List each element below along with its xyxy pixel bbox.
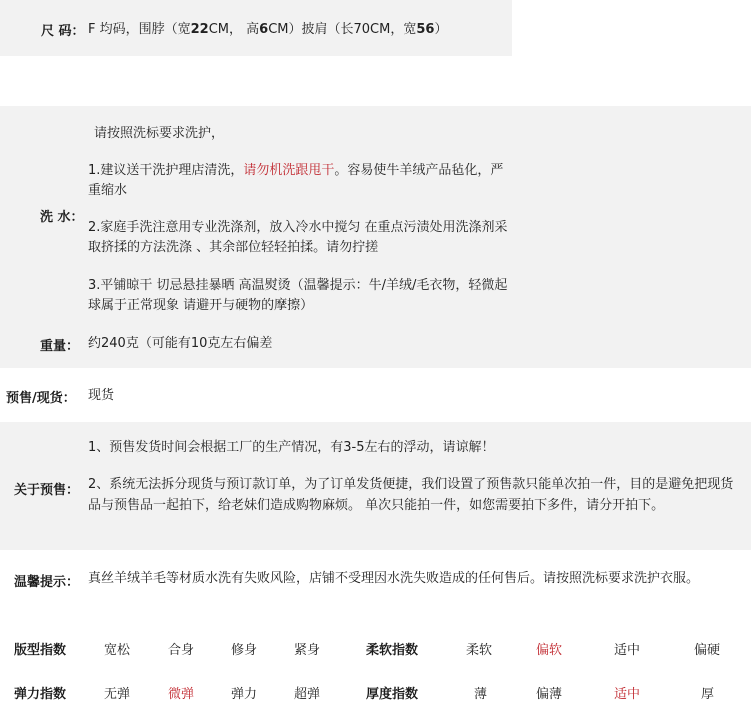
size-height-num: 6 [259, 22, 269, 37]
stretch-option: 无弹 [104, 687, 131, 702]
wash-point-1-b: 。容易使牛羊绒产品毡化，严重缩水 [88, 163, 504, 198]
softness-option: 适中 [614, 643, 641, 658]
thickness-option: 薄 [474, 687, 488, 702]
softness-option: 柔软 [466, 643, 493, 658]
size-text-d: ） [434, 22, 448, 37]
wash-warning-text: 请勿机洗跟甩干 [243, 163, 335, 178]
fit-option: 合身 [168, 643, 195, 658]
fit-option: 紧身 [294, 643, 321, 658]
softness-index-label: 柔软指数 [366, 643, 419, 658]
about-label: 关于预售： [14, 483, 80, 498]
size-text-c: CM）披肩（长70CM，宽 [268, 22, 417, 37]
softness-option-selected: 偏软 [536, 643, 563, 658]
size-label: 尺 码： [41, 24, 85, 39]
fit-option: 修身 [231, 643, 258, 658]
size-shawl-width-num: 56 [416, 22, 435, 37]
about-point-2: 2、系统无法拆分现货与预订款订单，为了订单发货便捷，我们设置了预售款只能单次拍一件，目的是避免把现货品与预售品一起拍下，给老妹们造成购物麻烦。 单次只能拍一件，如您需要拍下多件，请分开拍下。 [88, 477, 734, 513]
fit-option: 宽松 [104, 643, 131, 658]
wash-point-3: 3.平铺晾干 切忌悬挂暴晒 高温熨烫（温馨提示：牛/羊绒/毛衣物，轻微起球属于正常现象 请避开与硬物的摩擦） [88, 278, 508, 313]
stretch-option-selected: 微弹 [168, 687, 195, 702]
wash-point-2: 2.家庭手洗注意用专业洗涤剂，放入冷水中搅匀 在重点污渍处用洗涤剂采取挤揉的方法洗涤 、其余部位轻轻拍揉。请勿拧搓 [88, 220, 508, 255]
presale-value: 现货 [88, 388, 115, 403]
size-text-a: F 均码，围脖（宽 [88, 22, 191, 37]
wash-label: 洗 水： [40, 210, 84, 225]
stretch-index-label: 弹力指数 [14, 687, 67, 702]
wash-point-1-a: 1.建议送干洗护理店清洗， [88, 163, 244, 178]
tip-label: 温馨提示： [14, 575, 80, 590]
size-value [88, 20, 447, 40]
size-width-num: 22 [190, 22, 209, 37]
presale-label: 预售/现货： [6, 391, 76, 406]
thickness-index-label: 厚度指数 [366, 687, 419, 702]
wash-intro: 请按照洗标要求洗护， [94, 126, 225, 141]
fit-index-label: 版型指数 [14, 643, 67, 658]
thickness-option-selected: 适中 [614, 687, 641, 702]
stretch-option: 超弹 [294, 687, 321, 702]
thickness-option: 偏薄 [536, 687, 563, 702]
thickness-option: 厚 [701, 687, 715, 702]
wash-point-1 [88, 161, 508, 201]
size-text-b: CM， 高 [208, 22, 260, 37]
about-point-1: 1、预售发货时间会根据工厂的生产情况，有3-5左右的浮动，请谅解！ [88, 440, 495, 455]
weight-label: 重量： [40, 339, 80, 354]
tip-value: 真丝羊绒羊毛等材质水洗有失败风险，店铺不受理因水洗失败造成的任何售后。请按照洗标要求洗护衣服。 [88, 571, 700, 586]
weight-value: 约240克（可能有10克左右偏差 [88, 336, 273, 351]
stretch-option: 弹力 [231, 687, 258, 702]
softness-option: 偏硬 [694, 643, 721, 658]
